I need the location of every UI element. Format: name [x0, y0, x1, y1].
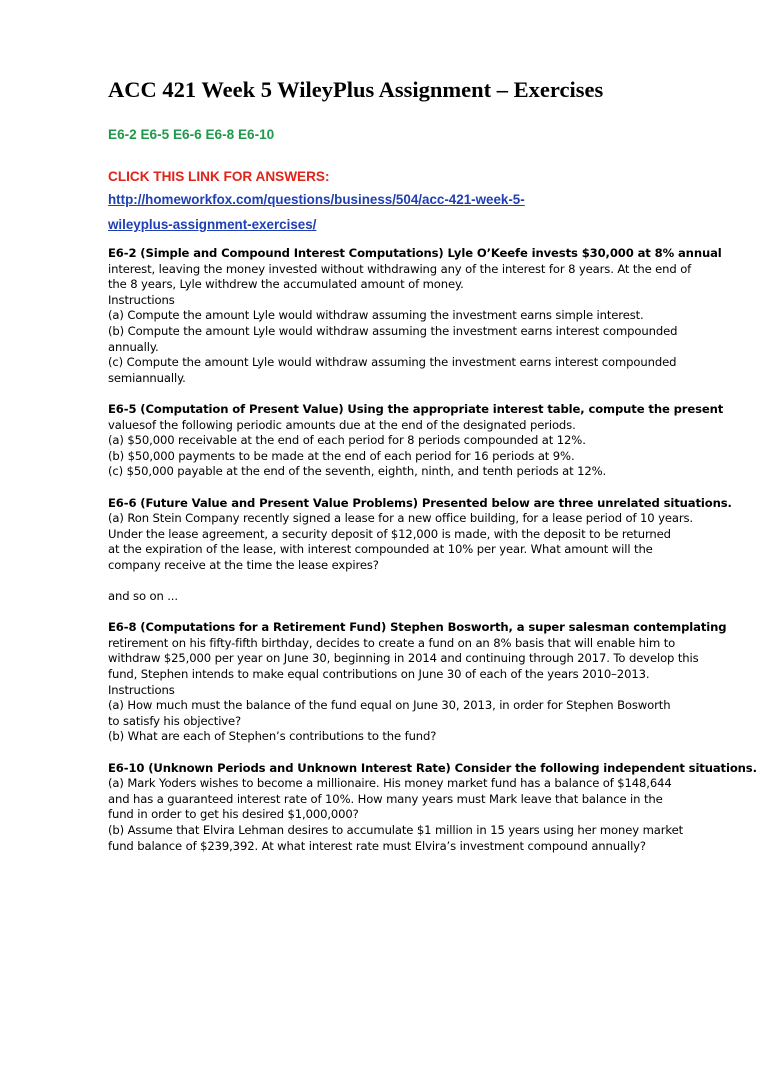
exercise-codes: E6-2 E6-5 E6-6 E6-8 E6-10: [108, 127, 275, 142]
exercise-e6-2: [108, 246, 757, 854]
exercise-line: (a) $50,000 receivable at the end of each period for 8 periods compounded at 12%.: [108, 433, 586, 448]
exercise-line: fund, Stephen intends to make equal contributions on June 30 of each of the years 2010–2013.: [108, 667, 650, 682]
exercise-line: retirement on his fifty-fifth birthday, decides to create a fund on an 8% basis that will enable him to: [108, 635, 676, 650]
exercise-heading: E6-5 (Computation of Present Value) Using the appropriate interest table, compute the present: [108, 401, 724, 416]
exercise-line: and has a guaranteed interest rate of 10%. How many years must Mark leave that balance in the: [108, 791, 663, 806]
exercise-line: annually.: [108, 339, 159, 354]
answers-link-line-1[interactable]: http://homeworkfox.com/questions/business/504/acc-421-week-5-: [108, 192, 525, 207]
exercise-line: semiannually.: [108, 370, 186, 385]
exercise-heading: E6-8 (Computations for a Retirement Fund) Stephen Bosworth, a super salesman contemplating: [108, 620, 727, 635]
exercise-line: (a) How much must the balance of the fund equal on June 30, 2013, in order for Stephen Bosworth: [108, 698, 671, 713]
exercise-line: interest, leaving the money invested without withdrawing any of the interest for 8 years. At the end of: [108, 261, 692, 276]
document-page: [108, 76, 757, 854]
exercise-line: valuesof the following periodic amounts due at the end of the designated periods.: [108, 417, 576, 432]
exercise-line: (a) Compute the amount Lyle would withdraw assuming the investment earns simple interest.: [108, 308, 644, 323]
exercise-line: Instructions: [108, 682, 175, 697]
exercise-line: at the expiration of the lease, with interest compounded at 10% per year. What amount will the: [108, 542, 653, 557]
paragraph-gap: [108, 605, 708, 621]
exercise-line: (b) Assume that Elvira Lehman desires to accumulate $1 million in 15 years using her money market: [108, 822, 684, 837]
and-so-on-text: and so on ...: [108, 589, 178, 604]
exercise-line: (b) $50,000 payments to be made at the end of each period for 16 periods at 9%.: [108, 448, 575, 463]
exercise-line: (a) Ron Stein Company recently signed a lease for a new office building, for a lease period of 10 years.: [108, 511, 694, 526]
exercise-line: Under the lease agreement, a security deposit of $12,000 is made, with the deposit to be returned: [108, 526, 671, 541]
exercise-line: (a) Mark Yoders wishes to become a millionaire. His money market fund has a balance of $148,644: [108, 776, 672, 791]
exercise-line: (b) Compute the amount Lyle would withdraw assuming the investment earns interest compounded: [108, 323, 678, 338]
exercise-line: fund balance of $239,392. At what interest rate must Elvira’s investment compound annually?: [108, 838, 646, 853]
exercise-line: the 8 years, Lyle withdrew the accumulated amount of money.: [108, 277, 464, 292]
paragraph-gap: [108, 480, 708, 496]
answers-link-line-2[interactable]: wileyplus-assignment-exercises/: [108, 217, 317, 232]
paragraph-gap: [108, 386, 708, 402]
click-label: CLICK THIS LINK FOR ANSWERS:: [108, 169, 330, 184]
exercise-heading: E6-6 (Future Value and Present Value Problems) Presented below are three unrelated situations.: [108, 495, 732, 510]
document-title: ACC 421 Week 5 WileyPlus Assignment – Exercises: [108, 77, 604, 102]
paragraph-gap: [108, 573, 708, 589]
exercise-line: (b) What are each of Stephen’s contributions to the fund?: [108, 729, 437, 744]
exercise-line: fund in order to get his desired $1,000,000?: [108, 807, 359, 822]
exercise-line: (c) Compute the amount Lyle would withdraw assuming the investment earns interest compounded: [108, 355, 677, 370]
exercise-line: Instructions: [108, 292, 175, 307]
exercise-line: to satisfy his objective?: [108, 713, 242, 728]
exercise-heading: E6-2 (Simple and Compound Interest Computations) Lyle O’Keefe invests $30,000 at 8% annual: [108, 246, 722, 260]
exercise-line: company receive at the time the lease expires?: [108, 557, 379, 572]
exercise-line: (c) $50,000 payable at the end of the seventh, eighth, ninth, and tenth periods at 12%.: [108, 464, 607, 479]
exercise-line: withdraw $25,000 per year on June 30, beginning in 2014 and continuing through 2017. To develop this: [108, 651, 699, 666]
exercise-heading: E6-10 (Unknown Periods and Unknown Interest Rate) Consider the following independent situations.: [108, 760, 757, 775]
paragraph-gap: [108, 745, 708, 761]
